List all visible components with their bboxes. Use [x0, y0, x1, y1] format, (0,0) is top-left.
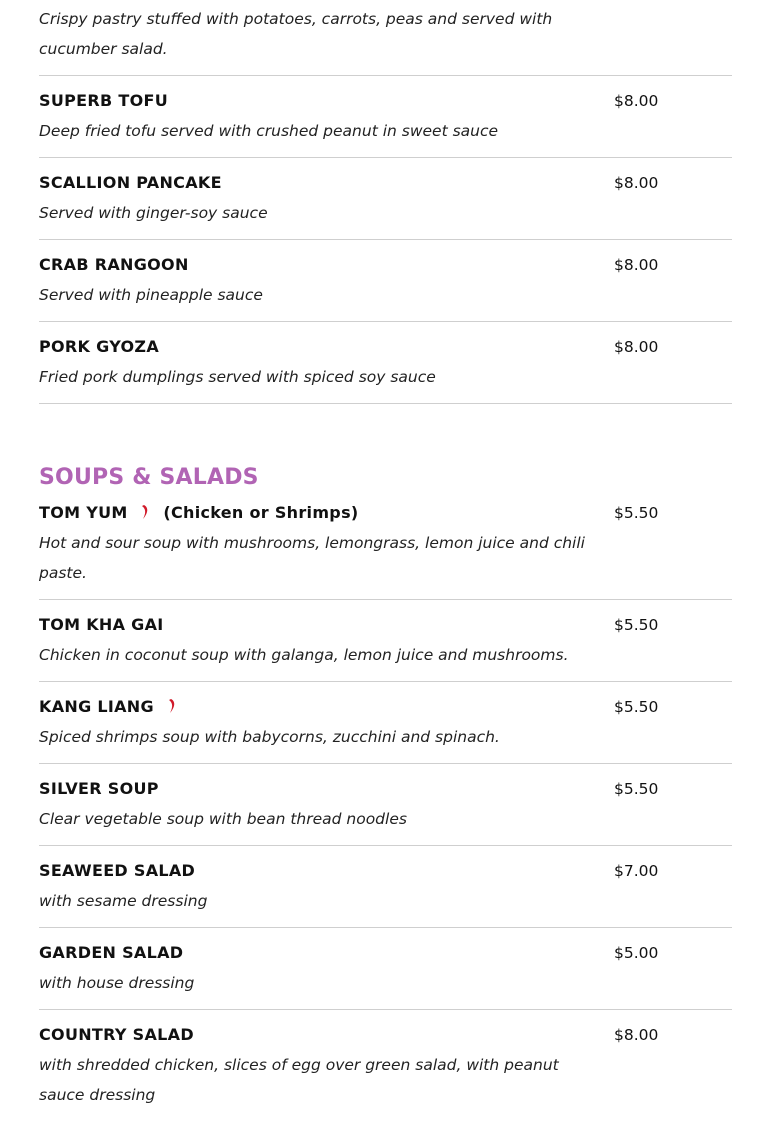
item-price: $7.00 — [614, 862, 659, 880]
menu-item-superb-tofu — [39, 76, 732, 158]
menu-item-tom-kha-gai — [39, 600, 732, 682]
item-description: Deep fried tofu served with crushed peanut in sweet sauce — [39, 122, 499, 140]
item-price: $8.00 — [614, 174, 659, 192]
menu-item-samosa — [39, 0, 732, 76]
item-price: $8.00 — [614, 92, 659, 110]
menu-item-silver-soup — [39, 764, 732, 846]
item-name: PORK GYOZA — [39, 337, 159, 356]
item-price: $5.50 — [614, 698, 659, 716]
item-option: (Chicken or Shrimps) — [163, 503, 359, 522]
item-price: $5.50 — [614, 616, 659, 634]
soups-salads-section — [39, 463, 732, 1121]
item-description: with sesame dressing — [39, 892, 208, 910]
item-name: SUPERB TOFU — [39, 91, 168, 110]
item-description: Hot and sour soup with mushrooms, lemongrass, lemon juice and chili paste. — [39, 534, 585, 582]
item-name: GARDEN SALAD — [39, 943, 184, 962]
menu-item-pork-gyoza — [39, 322, 732, 404]
menu-item-garden-salad — [39, 928, 732, 1010]
menu-item-kang-liang — [39, 682, 732, 764]
item-price: $8.00 — [614, 338, 659, 356]
item-name: TOM KHA GAI — [39, 615, 164, 634]
item-name: CRAB RANGOON — [39, 255, 189, 274]
item-description: Crispy pastry stuffed with potatoes, carrots, peas and served with cucumber salad. — [39, 10, 553, 58]
menu-item-country-salad — [39, 1010, 732, 1121]
item-description: Fried pork dumplings served with spiced soy sauce — [39, 368, 436, 386]
item-name: KANG LIANG — [39, 697, 154, 716]
menu-item-crab-rangoon — [39, 240, 732, 322]
item-price: $5.50 — [614, 504, 659, 522]
chili-pepper-icon — [139, 504, 151, 520]
section-title: SOUPS & SALADS — [39, 465, 259, 490]
item-description: Chicken in coconut soup with galanga, lemon juice and mushrooms. — [39, 646, 569, 664]
item-price: $5.50 — [614, 780, 659, 798]
menu-item-tom-yum — [39, 493, 732, 600]
item-name: COUNTRY SALAD — [39, 1025, 194, 1044]
chili-pepper-icon — [166, 698, 178, 714]
appetizers-section — [39, 0, 732, 404]
item-name: SILVER SOUP — [39, 779, 159, 798]
item-description: with shredded chicken, slices of egg over green salad, with peanut sauce dressing — [39, 1056, 559, 1104]
item-name: TOM YUM — [39, 503, 128, 522]
item-description: Clear vegetable soup with bean thread noodles — [39, 810, 407, 828]
item-description: Served with ginger-soy sauce — [39, 204, 268, 222]
item-description: with house dressing — [39, 974, 195, 992]
item-name: SEAWEED SALAD — [39, 861, 196, 880]
item-price: $8.00 — [614, 1026, 659, 1044]
item-name: SCALLION PANCAKE — [39, 173, 222, 192]
item-description: Served with pineapple sauce — [39, 286, 263, 304]
item-description: Spiced shrimps soup with babycorns, zucchini and spinach. — [39, 728, 500, 746]
menu-item-seaweed-salad — [39, 846, 732, 928]
item-price: $8.00 — [614, 256, 659, 274]
item-price: $5.00 — [614, 944, 659, 962]
menu-item-scallion-pancake — [39, 158, 732, 240]
